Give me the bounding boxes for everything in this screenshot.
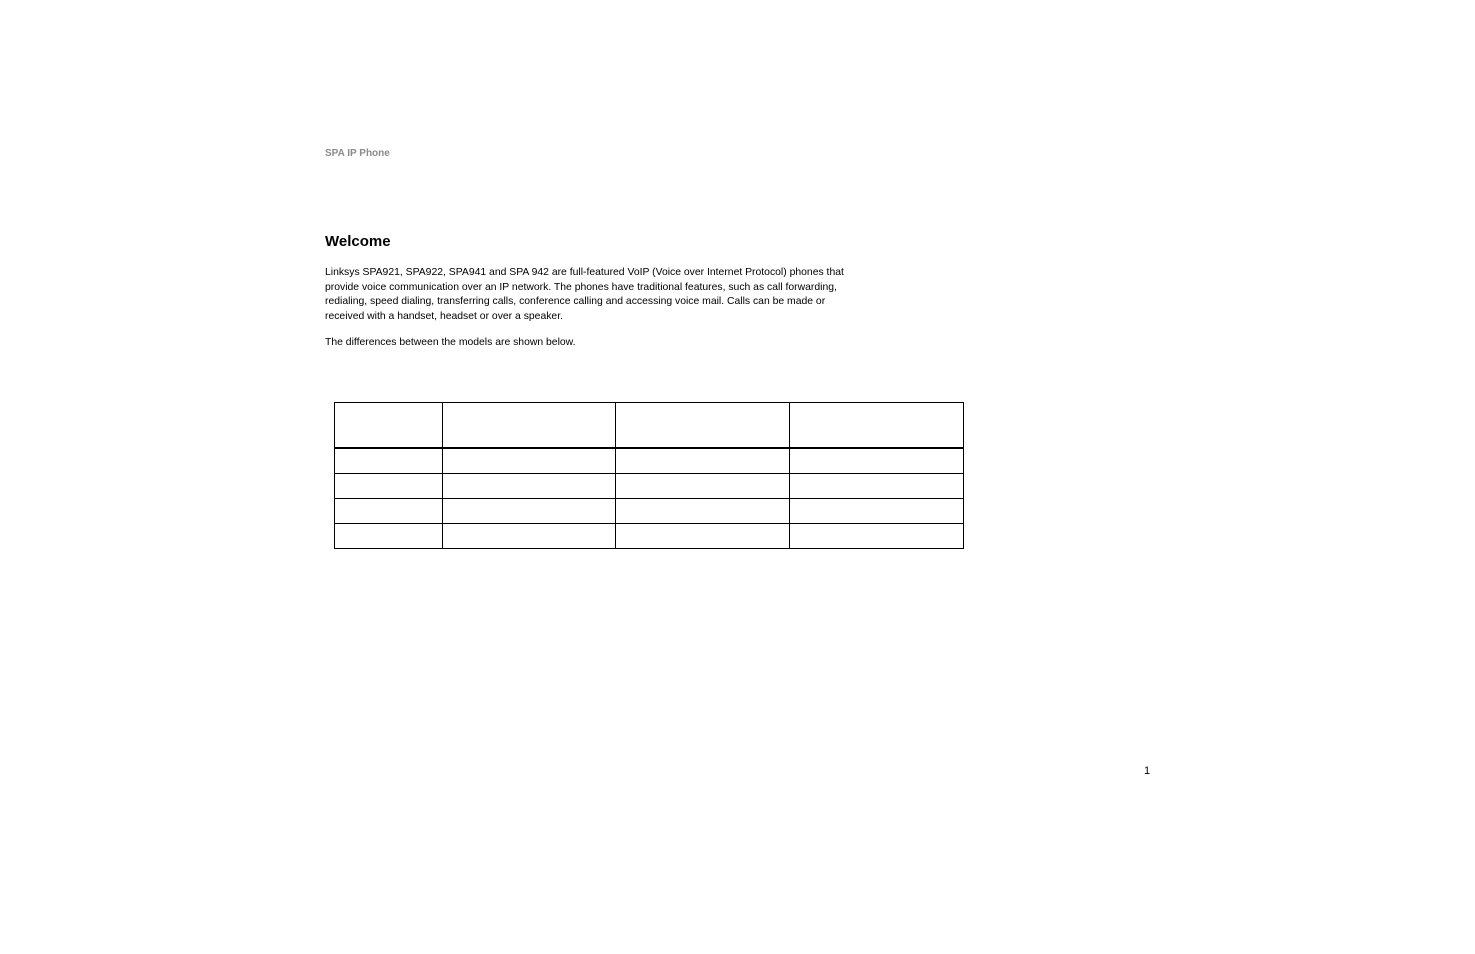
table-cell	[616, 448, 790, 474]
table-cell	[335, 524, 443, 549]
table-row	[335, 524, 964, 549]
model-comparison-table	[334, 402, 964, 549]
table-cell	[335, 474, 443, 499]
table-row	[335, 499, 964, 524]
table-header-row	[335, 403, 964, 449]
table-cell	[790, 499, 964, 524]
running-header: SPA IP Phone	[325, 148, 390, 159]
table-cell	[616, 474, 790, 499]
differences-paragraph: The differences between the models are shown below.	[325, 337, 576, 348]
table-cell	[616, 524, 790, 549]
table-header-cell	[790, 403, 964, 449]
table-cell	[443, 448, 616, 474]
table-row	[335, 474, 964, 499]
table-header-cell	[335, 403, 443, 449]
table-cell	[443, 524, 616, 549]
intro-paragraph: Linksys SPA921, SPA922, SPA941 and SPA 942 are full-featured VoIP (Voice over Internet Protocol) phones that provide voice communication over an IP network. The phones have traditional features, such as call forwarding, redialing, speed dialing, transferring calls, conference calling and accessing voice mail. Calls can be made or received with a handset, headset or over a speaker.	[325, 267, 844, 322]
page-number: 1	[1144, 765, 1151, 777]
section-title: Welcome	[325, 233, 391, 250]
table-cell	[443, 499, 616, 524]
table-header-cell	[443, 403, 616, 449]
table-cell	[790, 448, 964, 474]
table-cell	[335, 448, 443, 474]
table-cell	[335, 499, 443, 524]
table-cell	[790, 524, 964, 549]
table-row	[335, 448, 964, 474]
table-cell	[443, 474, 616, 499]
table-cell	[790, 474, 964, 499]
table-cell	[616, 499, 790, 524]
table-header-cell	[616, 403, 790, 449]
